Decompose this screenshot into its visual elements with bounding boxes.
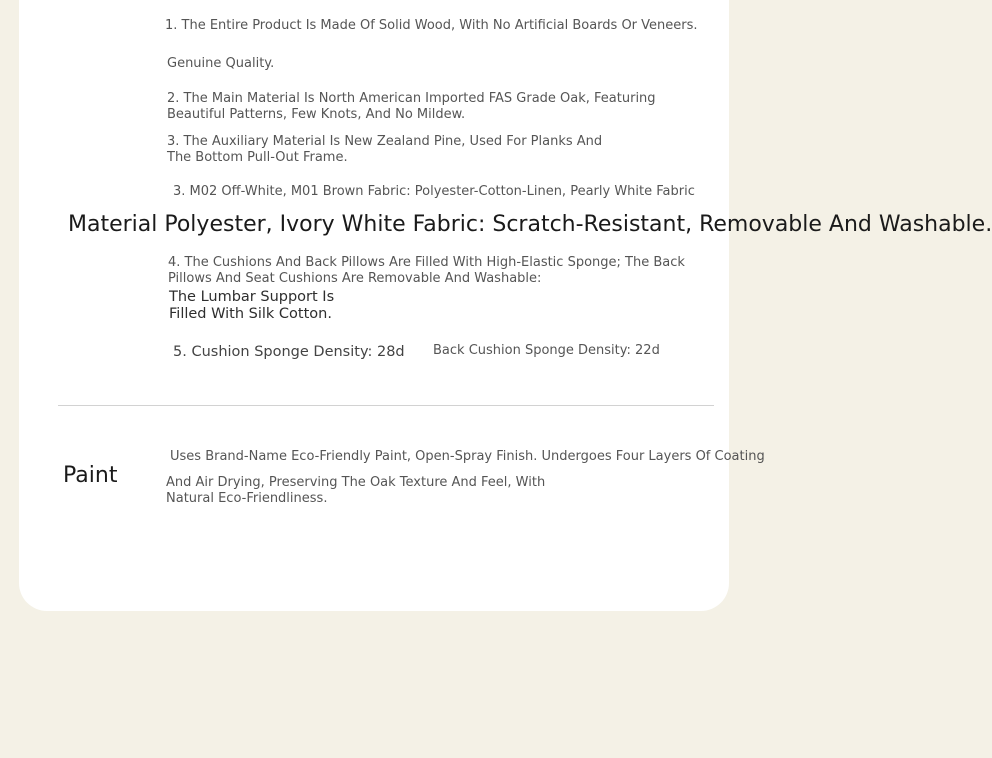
material-item-1: 1. The Entire Product Is Made Of Solid Wood, With No Artificial Boards Or Veneers. bbox=[165, 18, 698, 33]
material-item-4: 4. The Cushions And Back Pillows Are Filled With High-Elastic Sponge; The Back Pillows And Seat Cushions Are Removable And Washable: bbox=[168, 255, 685, 286]
material-item-3: 3. The Auxiliary Material Is New Zealand Pine, Used For Planks And The Bottom Pull-Out Frame. bbox=[167, 134, 603, 165]
paint-label: Paint bbox=[63, 463, 118, 488]
paint-description-line-2: And Air Drying, Preserving The Oak Texture And Feel, With Natural Eco-Friendliness. bbox=[166, 475, 546, 506]
paint-description-line-1: Uses Brand-Name Eco-Friendly Paint, Open-Spray Finish. Undergoes Four Layers Of Coating bbox=[170, 449, 765, 464]
section-divider bbox=[58, 405, 714, 406]
material-heading: Material Polyester, Ivory White Fabric: Scratch-Resistant, Removable And Washable. bbox=[68, 212, 992, 237]
genuine-quality-text: Genuine Quality. bbox=[167, 56, 275, 71]
lumbar-support-text: The Lumbar Support Is Filled With Silk Cotton. bbox=[169, 289, 335, 322]
back-cushion-density-text: Back Cushion Sponge Density: 22d bbox=[433, 343, 660, 358]
cushion-density-text: 5. Cushion Sponge Density: 28d bbox=[173, 344, 405, 360]
material-item-2: 2. The Main Material Is North American Imported FAS Grade Oak, Featuring Beautiful Patterns, Few Knots, And No Mildew. bbox=[167, 91, 656, 122]
material-item-3-fabric: 3. M02 Off-White, M01 Brown Fabric: Polyester-Cotton-Linen, Pearly White Fabric bbox=[173, 184, 695, 199]
